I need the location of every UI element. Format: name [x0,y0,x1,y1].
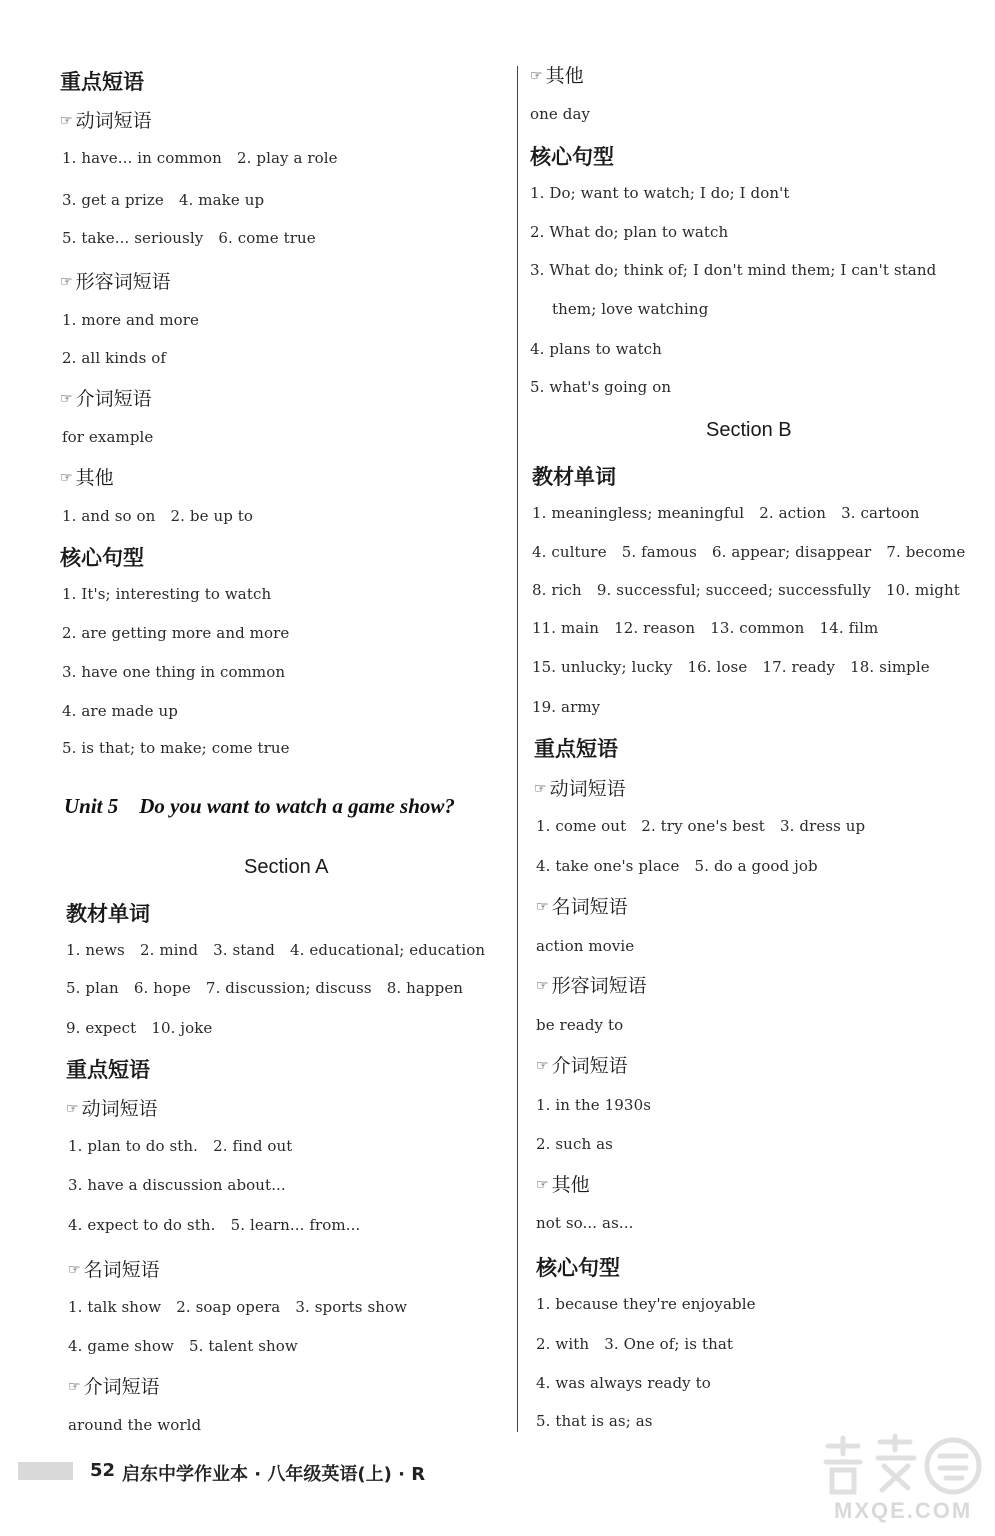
subheading-verb-phrases-a [66,1100,158,1119]
pointing-hand-icon: ☞ [536,899,549,915]
answer-line: 1. have... in common 2. play a role [62,149,338,167]
footer-bar [18,1462,73,1480]
answer-line: 8. rich 9. successful; succeed; successfully 10. might [532,581,960,599]
answer-line: 4. was always ready to [536,1374,711,1392]
book-title: 启东中学作业本 · 八年级英语(上) · R [122,1464,426,1485]
answer-line: 2. are getting more and more [62,624,290,642]
answer-line: 1. and so on 2. be up to [62,507,254,525]
answer-line: 11. main 12. reason 13. common 14. film [532,619,879,637]
answer-line: 9. expect 10. joke [66,1019,213,1037]
answer-line: 1. because they're enjoyable [536,1295,756,1313]
subheading-label: 介词短语 [83,1376,160,1398]
subheading-label: 动词短语 [75,110,152,132]
subheading-label: 形容词短语 [551,975,647,997]
answer-line: 5. that is as; as [536,1412,653,1430]
pointing-hand-icon: ☞ [536,1058,549,1074]
pointing-hand-icon: ☞ [68,1379,81,1395]
pointing-hand-icon: ☞ [66,1101,79,1117]
answer-line: 3. have a discussion about... [68,1176,286,1194]
answer-line: 2. What do; plan to watch [530,223,729,241]
answer-line: 5. what's going on [530,378,672,396]
heading-textbook-words: 教材单词 [532,465,616,489]
watermark-chars-icon [818,1432,983,1502]
answer-line: 1. talk show 2. soap opera 3. sports show [68,1298,408,1316]
answer-line: 1. meaningless; meaningful 2. action 3. cartoon [532,504,920,522]
answer-line: 4. plans to watch [530,340,662,358]
answer-line: 1. news 2. mind 3. stand 4. educational; education [66,941,486,959]
answer-line: 1. in the 1930s [536,1096,652,1114]
answer-line: around the world [68,1416,202,1434]
heading-textbook-words: 教材单词 [66,902,150,926]
pointing-hand-icon: ☞ [536,1177,549,1193]
answer-line: one day [530,105,591,123]
answer-line: action movie [536,937,635,955]
subheading-label: 动词短语 [549,778,626,800]
unit-title: Unit 5 Do you want to watch a game show? [64,794,455,818]
subheading-adj-phrases [60,273,171,292]
section-a-title: Section A [244,856,329,878]
answer-line: 5. plan 6. hope 7. discussion; discuss 8. happen [66,979,464,997]
answer-line: 4. take one's place 5. do a good job [536,857,818,875]
subheading-other [530,67,584,86]
answer-line: 2. all kinds of [62,349,167,367]
answer-line: not so... as... [536,1214,634,1232]
answer-line: 5. take... seriously 6. come true [62,229,316,247]
subheading-label: 名词短语 [83,1259,160,1281]
answer-line: 1. more and more [62,311,200,329]
pointing-hand-icon: ☞ [68,1262,81,1278]
pointing-hand-icon: ☞ [530,68,543,84]
answer-line: 4. culture 5. famous 6. appear; disappear 7. become [532,543,966,561]
heading-core-sentences-b: 核心句型 [536,1256,620,1280]
heading-key-phrases-b: 重点短语 [534,737,618,761]
subheading-verb-phrases-b [534,780,626,799]
watermark-site: MXQE.COM [834,1498,973,1523]
subheading-label: 其他 [551,1174,590,1196]
heading-core-sentences: 核心句型 [530,145,614,169]
answer-line: 3. get a prize 4. make up [62,191,265,209]
subheading-prep-phrases-b [536,1057,628,1076]
heading-key-phrases-a: 重点短语 [66,1058,150,1082]
page-footer [18,1456,618,1486]
subheading-label: 其他 [545,65,584,87]
answer-line: 3. have one thing in common [62,663,286,681]
answer-line: 4. game show 5. talent show [68,1337,298,1355]
subheading-prep-phrases [60,390,152,409]
pointing-hand-icon: ☞ [536,978,549,994]
answer-line: 1. plan to do sth. 2. find out [68,1137,293,1155]
subheading-label: 动词短语 [81,1098,158,1120]
answer-line: 19. army [532,698,601,716]
subheading-prep-phrases-a [68,1378,160,1397]
subheading-noun-phrases-a [68,1261,160,1280]
subheading-label: 介词短语 [75,388,152,410]
subheading-verb-phrases [60,112,152,131]
answer-line: 4. expect to do sth. 5. learn... from... [68,1216,361,1234]
watermark-logo [818,1432,983,1527]
answer-line: 3. What do; think of; I don't mind them; I can't stand [530,261,937,279]
heading-key-phrases: 重点短语 [60,70,144,94]
subheading-label: 名词短语 [551,896,628,918]
answer-line: for example [62,428,154,446]
answer-line: 2. with 3. One of; is that [536,1335,734,1353]
pointing-hand-icon: ☞ [60,391,73,407]
page-number: 52 [90,1460,116,1481]
answer-line-continued: them; love watching [552,300,709,318]
pointing-hand-icon: ☞ [60,274,73,290]
section-b-title: Section B [706,419,792,441]
answer-line: 1. come out 2. try one's best 3. dress up [536,817,866,835]
subheading-label: 形容词短语 [75,271,171,293]
answer-line: 1. Do; want to watch; I do; I don't [530,184,790,202]
subheading-label: 介词短语 [551,1055,628,1077]
answer-line: be ready to [536,1016,624,1034]
subheading-noun-phrases-b [536,898,628,917]
subheading-adj-phrases-b [536,977,647,996]
answer-line: 5. is that; to make; come true [62,739,290,757]
answer-line: 1. It's; interesting to watch [62,585,272,603]
answer-line: 4. are made up [62,702,178,720]
heading-core-sentences: 核心句型 [60,546,144,570]
subheading-other [60,469,114,488]
answer-line: 2. such as [536,1135,613,1153]
answer-line: 15. unlucky; lucky 16. lose 17. ready 18. simple [532,658,930,676]
column-divider [517,66,518,1432]
pointing-hand-icon: ☞ [60,470,73,486]
pointing-hand-icon: ☞ [534,781,547,797]
subheading-label: 其他 [75,467,114,489]
pointing-hand-icon: ☞ [60,113,73,129]
subheading-other-b [536,1176,590,1195]
